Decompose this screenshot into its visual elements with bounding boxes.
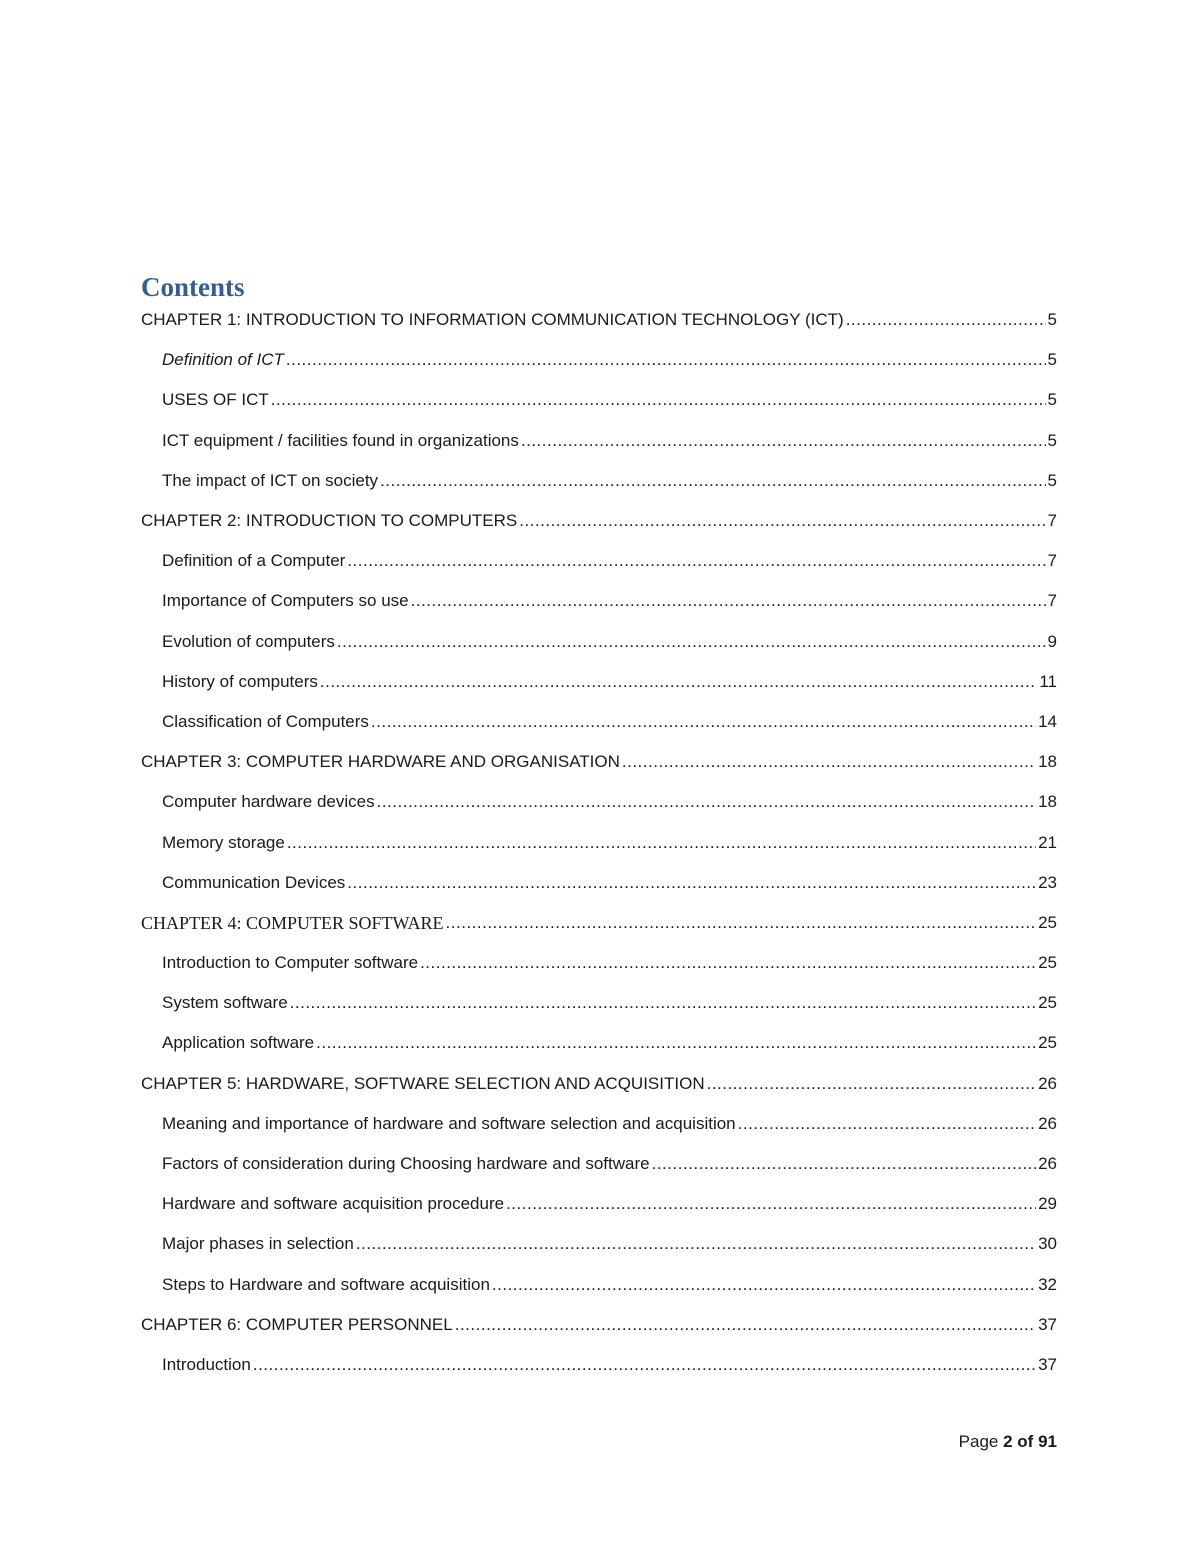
current-page-number: 2 xyxy=(1003,1432,1013,1451)
toc-entry-definition-of-computer[interactable] xyxy=(0,541,1200,581)
toc-heading: Contents xyxy=(141,272,245,302)
toc-entry-title: CHAPTER 1: INTRODUCTION TO INFORMATION COMMUNICATION TECHNOLOGY (ICT) xyxy=(141,310,844,330)
toc-entry-title: Computer hardware devices xyxy=(162,792,375,812)
toc-entry-chapter-4[interactable] xyxy=(0,903,1200,943)
toc-entry-page: 18 xyxy=(1038,752,1057,772)
dot-leader xyxy=(371,712,1036,732)
page-of-word: of xyxy=(1017,1432,1034,1451)
toc-entry-page: 30 xyxy=(1038,1234,1057,1254)
toc-entry-page: 5 xyxy=(1047,350,1057,370)
dot-leader xyxy=(320,672,1037,692)
toc-entry-title: Application software xyxy=(162,1033,315,1053)
toc-entry-page: 23 xyxy=(1038,872,1057,892)
toc-entry-meaning-and-importance[interactable] xyxy=(0,1104,1200,1144)
dot-leader xyxy=(420,953,1036,973)
dot-leader xyxy=(652,1154,1036,1174)
dot-leader xyxy=(271,390,1046,410)
toc-entry-intro-computer-software[interactable] xyxy=(0,943,1200,983)
toc-entry-classification-of-computers[interactable] xyxy=(0,702,1200,742)
dot-leader xyxy=(286,350,1046,370)
toc-entry-chapter-2[interactable] xyxy=(0,501,1200,541)
dot-leader xyxy=(492,1275,1036,1295)
dot-leader xyxy=(347,551,1045,571)
dot-leader xyxy=(287,833,1036,853)
toc-entry-chapter-1[interactable] xyxy=(0,300,1200,340)
toc-entry-page: 9 xyxy=(1047,631,1057,651)
dot-leader xyxy=(519,511,1045,531)
dot-leader xyxy=(521,431,1046,451)
dot-leader xyxy=(337,632,1046,652)
dot-leader xyxy=(380,471,1045,491)
dot-leader xyxy=(290,993,1036,1013)
toc-entry-page: 18 xyxy=(1038,792,1057,812)
toc-entry-chapter-5[interactable] xyxy=(0,1064,1200,1104)
toc-entry-title: CHAPTER 6: COMPUTER PERSONNEL xyxy=(141,1314,453,1334)
dot-leader xyxy=(253,1355,1036,1375)
toc-entry-ict-equipment[interactable] xyxy=(0,421,1200,461)
toc-entry-page: 7 xyxy=(1047,551,1057,571)
dot-leader xyxy=(707,1074,1036,1094)
dot-leader xyxy=(446,913,1037,933)
toc-entry-steps-to-acquisition[interactable] xyxy=(0,1265,1200,1305)
toc-entry-page: 14 xyxy=(1038,711,1057,731)
dot-leader xyxy=(356,1234,1036,1254)
toc-list xyxy=(0,300,1200,1385)
toc-entry-page: 21 xyxy=(1038,832,1057,852)
toc-entry-title: History of computers xyxy=(162,671,318,691)
toc-entry-title: Factors of consideration during Choosing hardware and software xyxy=(162,1154,650,1174)
toc-entry-page: 5 xyxy=(1047,390,1057,410)
toc-entry-introduction[interactable] xyxy=(0,1345,1200,1385)
toc-entry-uses-of-ict[interactable] xyxy=(0,380,1200,420)
toc-entry-memory-storage[interactable] xyxy=(0,822,1200,862)
page-label: Page xyxy=(958,1432,999,1451)
dot-leader xyxy=(347,873,1036,893)
toc-entry-title: Memory storage xyxy=(162,832,285,852)
toc-entry-title: CHAPTER 5: HARDWARE, SOFTWARE SELECTION AND ACQUISITION xyxy=(141,1073,705,1093)
toc-entry-page: 32 xyxy=(1038,1274,1057,1294)
toc-entry-page: 25 xyxy=(1038,912,1057,932)
toc-entry-title: Definition of ICT xyxy=(162,350,284,370)
toc-entry-title: Introduction to Computer software xyxy=(162,953,419,973)
toc-entry-title: Evolution of computers xyxy=(162,631,335,651)
page-number-footer xyxy=(959,1432,1057,1452)
toc-entry-major-phases[interactable] xyxy=(0,1224,1200,1264)
toc-entry-page: 25 xyxy=(1038,1033,1057,1053)
dot-leader xyxy=(506,1194,1036,1214)
toc-entry-title: Meaning and importance of hardware and software selection and acquisition xyxy=(162,1113,736,1133)
toc-entry-title: ICT equipment / facilities found in organizations xyxy=(162,430,519,450)
toc-entry-page: 26 xyxy=(1038,1154,1057,1174)
toc-entry-chapter-3[interactable] xyxy=(0,742,1200,782)
toc-entry-system-software[interactable] xyxy=(0,983,1200,1023)
toc-entry-communication-devices[interactable] xyxy=(0,863,1200,903)
toc-entry-page: 29 xyxy=(1038,1194,1057,1214)
dot-leader xyxy=(316,1033,1036,1053)
toc-entry-page: 25 xyxy=(1038,953,1057,973)
toc-entry-page: 26 xyxy=(1038,1113,1057,1133)
toc-entry-definition-of-ict[interactable] xyxy=(0,340,1200,380)
dot-leader xyxy=(738,1114,1036,1134)
toc-entry-title: System software xyxy=(162,993,288,1013)
toc-entry-evolution-of-computers[interactable] xyxy=(0,622,1200,662)
toc-entry-title: CHAPTER 4: COMPUTER SOFTWARE xyxy=(141,912,444,933)
toc-entry-page: 26 xyxy=(1038,1073,1057,1093)
toc-entry-title: CHAPTER 2: INTRODUCTION TO COMPUTERS xyxy=(141,511,518,531)
dot-leader xyxy=(846,310,1046,330)
dot-leader xyxy=(455,1315,1036,1335)
toc-entry-title: Steps to Hardware and software acquisition xyxy=(162,1274,490,1294)
toc-entry-acquisition-procedure[interactable] xyxy=(0,1184,1200,1224)
toc-entry-title: Classification of Computers xyxy=(162,711,369,731)
toc-entry-title: Major phases in selection xyxy=(162,1234,354,1254)
dot-leader xyxy=(622,752,1036,772)
toc-entry-factors-of-consideration[interactable] xyxy=(0,1144,1200,1184)
toc-entry-page: 25 xyxy=(1038,993,1057,1013)
toc-entry-history-of-computers[interactable] xyxy=(0,662,1200,702)
toc-entry-page: 5 xyxy=(1047,310,1057,330)
dot-leader xyxy=(377,792,1036,812)
toc-entry-page: 7 xyxy=(1047,511,1057,531)
toc-entry-page: 7 xyxy=(1047,591,1057,611)
toc-entry-application-software[interactable] xyxy=(0,1023,1200,1063)
toc-entry-chapter-6[interactable] xyxy=(0,1305,1200,1345)
toc-entry-impact-of-ict[interactable] xyxy=(0,461,1200,501)
toc-entry-page: 5 xyxy=(1047,470,1057,490)
toc-entry-title: The impact of ICT on society xyxy=(162,470,379,490)
toc-entry-title: USES OF ICT xyxy=(162,390,269,410)
total-page-count: 91 xyxy=(1038,1432,1057,1451)
toc-entry-importance-of-computers[interactable] xyxy=(0,581,1200,621)
toc-entry-computer-hardware-devices[interactable] xyxy=(0,782,1200,822)
toc-entry-title: Definition of a Computer xyxy=(162,551,346,571)
toc-entry-title: CHAPTER 3: COMPUTER HARDWARE AND ORGANISATION xyxy=(141,752,620,772)
toc-entry-page: 37 xyxy=(1038,1354,1057,1374)
toc-entry-page: 5 xyxy=(1047,430,1057,450)
toc-entry-title: Importance of Computers so use xyxy=(162,591,409,611)
toc-entry-title: Introduction xyxy=(162,1354,251,1374)
toc-entry-page: 37 xyxy=(1038,1314,1057,1334)
dot-leader xyxy=(411,591,1046,611)
toc-entry-page: 11 xyxy=(1039,671,1057,691)
toc-entry-title: Communication Devices xyxy=(162,872,346,892)
toc-entry-title: Hardware and software acquisition procedure xyxy=(162,1194,505,1214)
